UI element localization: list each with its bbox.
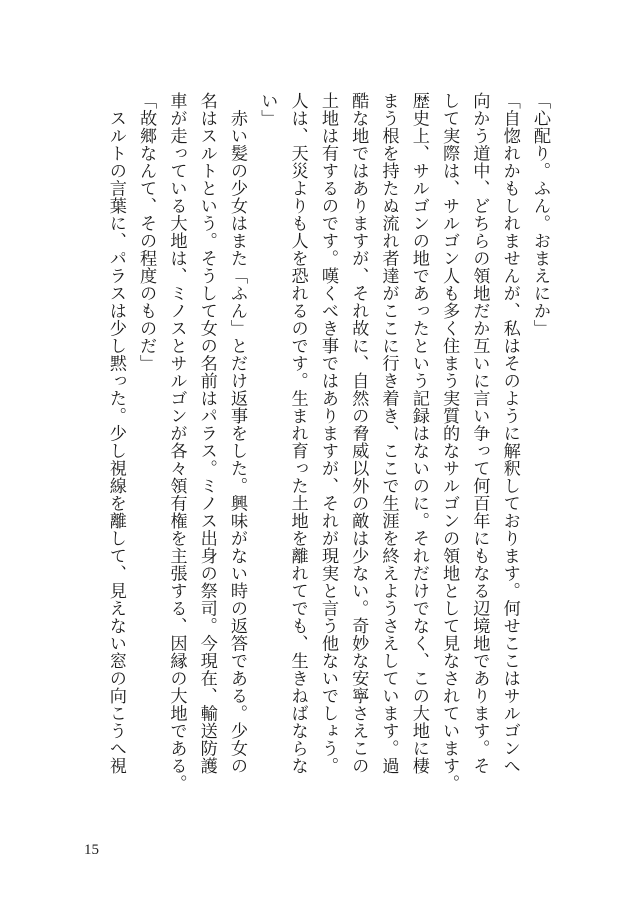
text-line: まう根を持たぬ流れ者達がここに行き着き、ここで生涯を終えようさえしています。過	[378, 92, 399, 775]
text-line: い」	[257, 92, 278, 127]
text-line: 土地は有するのです。嘆くべき事ではありますが、それが現実と言う他ないでしょう。	[317, 92, 338, 775]
vertical-text-block	[101, 92, 555, 832]
page-number: 15	[84, 842, 99, 858]
text-line: 車が走っている大地は、ミノスとサルゴンが各々領有権を主張する、因縁の大地である。	[166, 92, 187, 792]
text-line: 歴史上、サルゴンの地であったという記録はないのに。それだけでなく、この大地に棲	[408, 92, 429, 775]
text-line: 人は、天災よりも人を恐れるのです。生まれ育った土地を離れてでも、生きねばならな	[287, 92, 308, 775]
text-line: スルトの言葉に、パラスは少し黙った。少し視線を離して、見えない窓の向こうへ視	[105, 92, 126, 775]
text-line: 「心配り。ふん。おまえにか」	[530, 92, 550, 337]
text-line: 「故郷なんて、その程度のものだ」	[136, 92, 157, 372]
text-line: 名はスルトという。そうして女の名前はパラス。ミノス出身の祭司。今現在、輸送防護	[196, 92, 217, 775]
text-line: 向かう道中、どちらの領地だか互いに言い争って何百年にもなる辺境地であります。そ	[469, 92, 490, 775]
text-line: 酷な地ではありますが、それ故に、自然の脅威以外の敵は少ない。奇妙な安寧さえこの	[348, 92, 369, 775]
text-line: して実際は、サルゴン人も多く住まう実質的なサルゴンの領地として見なされています。	[439, 92, 460, 792]
text-line: 赤い髪の少女はまた「ふん」とだけ返事をした。興味がない時の返答である。少女の	[227, 92, 248, 775]
text-line: 「自惚れかもしれませんが、私はそのように解釈しております。何せここはサルゴンへ	[499, 92, 520, 775]
